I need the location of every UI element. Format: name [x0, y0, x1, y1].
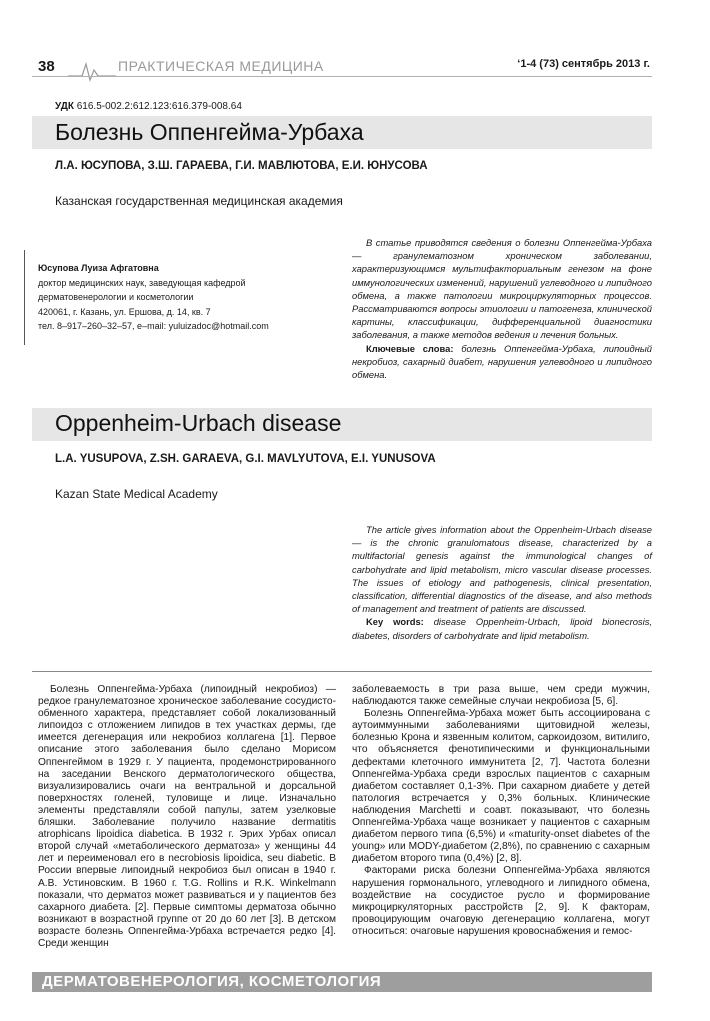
abstract-en-text: The article gives information about the Oppenheim-Urbach disease — is the chronic granulomatous disease, characterized by a multifactorial genesis against the immunological changes of carbohydrate and lipid metabolism, micro vascular disease processes. The issues of etiology and pathogenesis, clinical presentation, classification, differential diagnostics of the disease, and also methods of management and treatment of patients are discussed. [352, 524, 652, 615]
keywords-ru-label: Ключевые слова: [366, 342, 454, 354]
institution-ru: Казанская государственная медицинская академия [55, 194, 343, 208]
udk-label: УДК [55, 101, 74, 112]
header-divider [32, 76, 652, 77]
keywords-ru-text: болезнь Оппенгейма-Урбаха, липоидный некробиоз, сахарный диабет, нарушения углеводного и липидного обмена. [352, 342, 652, 381]
author-contact [38, 261, 269, 334]
keywords-en-text: disease Oppenheim-Urbach, lipoid bionecrosis, diabetes, disorders of carbohydrate and lipid metabolism. [352, 616, 652, 641]
udk-code [55, 101, 242, 112]
contact-position: доктор медицинских наук, заведующая кафедрой [38, 277, 246, 288]
article-title-en: Oppenheim-Urbach disease [55, 410, 342, 436]
pulse-line-icon [68, 60, 116, 82]
abstract-ru-text: В статье приводятся сведения о болезни Оппенгейма-Урбаха — гранулематозном хроническом заболевании, характеризующимся мультифакториальным генезом на фоне иммунологических изменений, нарушений углеводного и липидного обмена, а также патологии микроциркуляторных процессов. Рассматриваются вопросы этиологии и патогенеза, клинической картины, классификации, дифференциальной диагностики заболевания, а также методов ведения и лечения больных. [352, 237, 652, 341]
body-paragraph: Болезнь Оппенгейма-Урбаха может быть ассоциирована с аутоиммунными заболеваниями щитовидной железы, болезнью Крона и язвенным колитом, саркоидозом, витилиго, что объясняется фенотипическими и функциональными дефектами клеточного иммунитета [2, 7]. Частота болезни Оппенгейма-Урбаха среди взрослых пациентов с сахарным диабетом составляет 0,1-3%. При сахарном диабете у детей патология встречается у 0,3% больных. Клинические наблюдения Marchetti и соавт. показывают, что болезнь Оппенгейма-Урбаха чаще возникает у пациентов с сахарным диабетом первого типа (6,5%) и «maturity-onset diabetes of the young» или MODY-диабетом (2,8%), по сравнению с сахарным диабетом второго типа (0,4%) [2, 8]. [352, 708, 650, 865]
article-title-ru: Болезнь Оппенгейма-Урбаха [55, 119, 364, 145]
contact-divider [24, 250, 25, 345]
udk-value: 616.5-002.2:612.123:616.379-008.64 [76, 101, 242, 112]
contact-phone-email: тел. 8–917–260–32–57, e–mail: yuluizadoc@hotmail.com [38, 321, 269, 331]
body-paragraph: Факторами риска болезни Оппенгейма-Урбаха являются нарушения гормонального, углеводного и липидного обмена, воздействие на сосудистое русло и формирование микроциркуляторных расстройств [2, 9]. К факторам, провоцирующим очаговую дегенерацию коллагена, могут относиться: очаговые нарушения кровоснабжения и гемос- [352, 865, 650, 937]
keywords-ru [352, 342, 652, 382]
authors-ru: Л.А. ЮСУПОВА, З.Ш. ГАРАЕВА, Г.И. МАВЛЮТОВА, Е.И. ЮНУСОВА [55, 160, 428, 172]
contact-address: 420061, г. Казань, ул. Ершова, д. 14, кв. 7 [38, 306, 211, 317]
contact-name: Юсупова Луиза Афгатовна [38, 263, 159, 273]
institution-en: Kazan State Medical Academy [55, 487, 218, 501]
contact-department: дерматовенерологии и косметологии [38, 292, 194, 302]
issue-info: ‘1-4 (73) сентябрь 2013 г. [517, 58, 650, 70]
abstract-body-divider [32, 671, 652, 672]
page-number: 38 [38, 58, 55, 75]
authors-en: L.A. YUSUPOVA, Z.SH. GARAEVA, G.I. MAVLYUTOVA, E.I. YUNUSOVA [55, 453, 436, 465]
section-name: ДЕРМАТОВЕНЕРОЛОГИЯ, КОСМЕТОЛОГИЯ [42, 973, 382, 990]
abstract-en [352, 523, 652, 642]
abstract-ru [352, 236, 652, 381]
keywords-en [352, 615, 652, 641]
body-column-left [38, 684, 336, 950]
journal-name: ПРАКТИЧЕСКАЯ МЕДИЦИНА [118, 58, 324, 74]
keywords-en-label: Key words: [366, 616, 424, 628]
section-footer [32, 972, 652, 992]
body-column-right [352, 684, 650, 938]
body-paragraph: заболеваемость в три раза выше, чем среди мужчин, наблюдаются также семейные случаи некробиоза [5, 6]. [352, 684, 650, 708]
body-paragraph: Болезнь Оппенгейма-Урбаха (липоидный некробиоз) — редкое гранулематозное хроническое заболевание сосудисто-обменного характера, представляет собой локализованный липоидоз с отложением липидов в тех участках дермы, где имеется дегенерация или некробиоз коллагена [1]. Первое описание этого заболевания было сделано Морисом Оппенгеймом в 1929 г. У пациента, продемонстрированного на заседании Венского дерматологического общества, визуализировались очаги на вентральной и дорсальной поверхностях голеней, туловище и лице. Изначально элементы представляли собой папулы, затем узелковые бляшки. Заболевание получило название dermatitis atrophicans lipoidica diabetica. В 1932 г. Эрих Урбах описал второй случай «метаболического дерматоза» у женщины 44 лет и переименовал его в necrobiosis lipoidica, seu diabetic. В России впервые липоидный некробиоз был описан в 1940 г. А.В. Устиновским. В 1960 г. T.G. Rollins и R.K. Winkelmann показали, что дерматоз может развиваться и у пациентов без сахарного диабета. [2]. Первые симптомы дерматоза обычно возникают в возрастной группе от 20 до 60 лет [3]. В детском возрасте болезнь Оппенгейма-Урбаха встречается редко [4]. Среди женщин [38, 684, 336, 949]
